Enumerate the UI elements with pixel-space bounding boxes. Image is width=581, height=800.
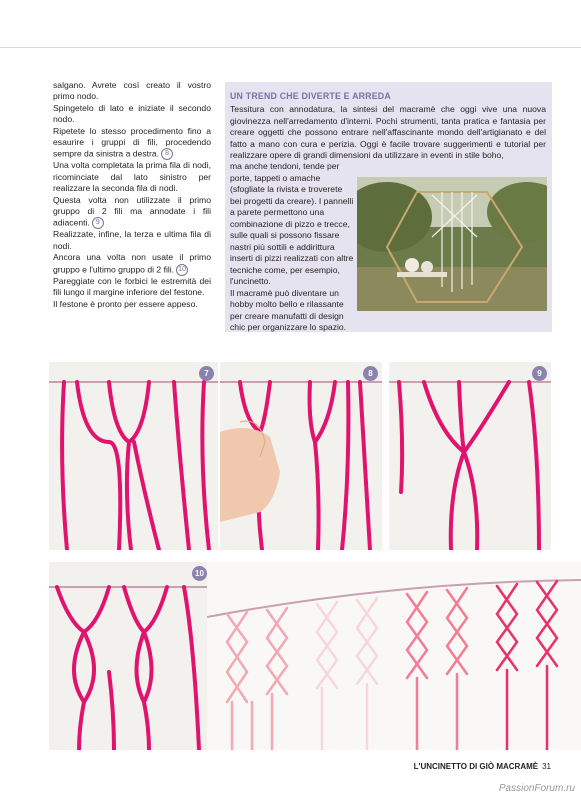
- step-badge: 8: [363, 366, 378, 381]
- instruction-paragraph: Ancora una volta non usate il primo gruppo e l'ultimo gruppo di 2 fili. 10: [53, 252, 211, 274]
- step-photo-7: [49, 362, 218, 550]
- magazine-title: L'UNCINETTO DI GIÒ MACRAMÈ: [413, 762, 539, 771]
- macrame-step-7-image: [49, 362, 218, 550]
- step-badge: 7: [199, 366, 214, 381]
- step-ref-9: 9: [92, 217, 104, 229]
- instruction-paragraph: Pareggiate con le forbici le estremità dei fili lungo il margine inferiore del festone.: [53, 275, 211, 298]
- step-ref-8: 8: [161, 148, 173, 160]
- finished-garland-photo: [207, 562, 581, 750]
- header-rule: [0, 47, 581, 48]
- instruction-paragraph: Spingetelo di lato e iniziate il secondo nodo.: [53, 102, 211, 125]
- sidebar-text: Tessitura con annodatura, la sintesi del macramè che oggi vive una nuova giovinezza nell'arredamento d'interni. Pochi strumenti, tanta pratica e fantasia per creare oggetti che possono entrare nell'affascinante mondo dell'artigianato e del fatto a mano con cura e perizia. Oggi è facile trovare suggerimenti e tutorial per realizzare opere di grandi dimensioni da utilizzare in eventi in stile boho,: [230, 104, 546, 160]
- instruction-paragraph: Il festone è pronto per essere appeso.: [53, 298, 198, 309]
- step-photo-8: [220, 362, 382, 550]
- step-badge: 10: [192, 566, 207, 581]
- page-number: 31: [542, 762, 551, 771]
- page-footer: [414, 762, 551, 771]
- instruction-paragraph: Questa volta non utilizzate il primo gruppo di 2 fili ma annodate i fili adiacenti. 9: [53, 194, 211, 228]
- sidebar-box: [225, 82, 552, 332]
- macrame-step-8-image: [220, 362, 382, 550]
- step-ref-10: 10: [176, 264, 188, 276]
- instruction-paragraph: Realizzate, infine, la terza e ultima fila di nodi.: [53, 229, 211, 251]
- sidebar-heading: UN TREND CHE DIVERTE E ARREDA: [230, 91, 391, 101]
- sidebar-text-narrow: ma anche tendoni, tende per porte, tappeti o amache (sfogliate la rivista e troverete bei progetti da creare). I pannelli a parete permettono una combinazione di pizzo e trecce, sulle quali si possono fissare nastri più sottili e addirittura inserti di pizzi realizzati con altre tecniche come, per esempio, l'uncinetto. Il macramè può diventare un hobby molto bello e rilassante per creare manufatti di design chic per organizzare lo spazio.: [230, 161, 354, 332]
- step-badge: 9: [532, 366, 547, 381]
- macrame-step-9-image: [389, 362, 551, 550]
- macrame-garland-image: [207, 562, 581, 750]
- instruction-paragraph: Una volta completata la prima fila di nodi, ricominciate dal lato sinistro per realizzare la seconda fila di nodi.: [53, 160, 211, 194]
- boho-wedding-photo: [357, 177, 547, 311]
- macrame-step-10-image: [49, 562, 211, 750]
- step-photo-9: [389, 362, 551, 550]
- instruction-paragraph: salgano. Avrete così creato il vostro primo nodo.: [53, 80, 211, 102]
- instructions-column: [53, 80, 211, 310]
- watermark: PassionForum.ru: [498, 783, 575, 794]
- instruction-paragraph: Ripetete lo stesso procedimento fino a esaurire i gruppi di fili, procedendo sempre da sinistra a destra. 8: [53, 125, 211, 159]
- step-photo-10: [49, 562, 211, 750]
